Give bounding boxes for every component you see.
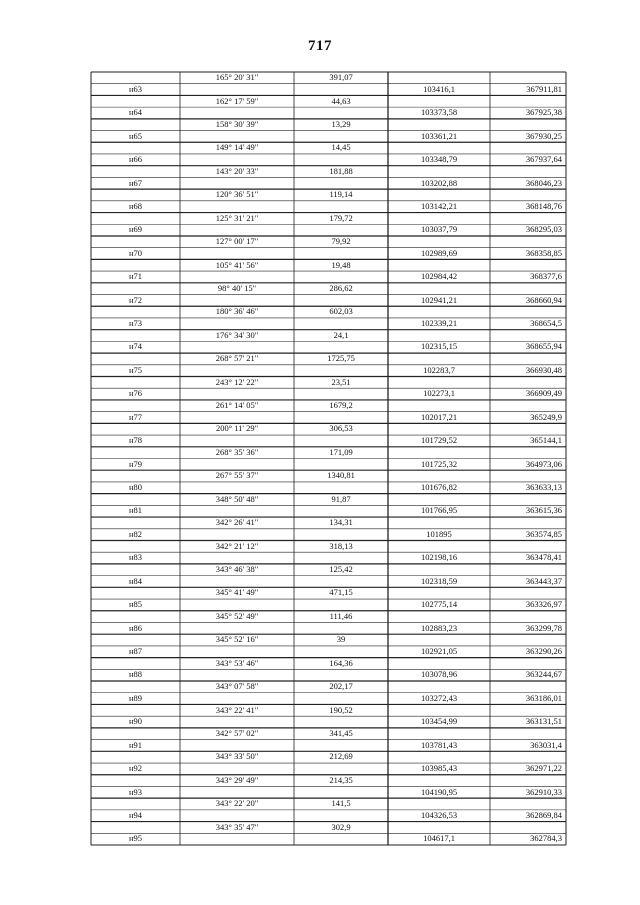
- point-name: н95: [128, 833, 143, 844]
- point-name: н93: [128, 786, 143, 797]
- point-name: н82: [128, 528, 143, 539]
- segment-angle: 343° 33' 50": [215, 751, 259, 762]
- point-y-coordinate: 363443,37: [525, 575, 562, 586]
- segment-distance: 286,62: [329, 282, 353, 293]
- segment-angle: 162° 17' 59": [215, 95, 259, 106]
- segment-distance: 306,53: [329, 423, 353, 434]
- point-y-coordinate: 368654,5: [530, 318, 562, 329]
- segment-distance: 23,51: [331, 376, 351, 387]
- point-name: н84: [128, 575, 143, 586]
- segment-distance: 134,31: [329, 517, 353, 528]
- segment-angle: 125° 31' 21": [215, 212, 259, 223]
- point-name: н68: [128, 200, 143, 211]
- segment-angle: 343° 22' 41": [215, 704, 259, 715]
- point-y-coordinate: 363326,97: [525, 599, 562, 610]
- segment-distance: 79,92: [331, 236, 351, 247]
- point-name: н92: [128, 763, 143, 774]
- segment-angle: 158° 30' 39": [215, 118, 259, 129]
- point-x-coordinate: 103373,58: [420, 107, 458, 118]
- segment-distance: 171,09: [329, 446, 353, 457]
- segment-angle: 176° 34' 30": [215, 329, 259, 340]
- segment-angle: 343° 35' 47": [215, 821, 259, 832]
- point-name: н81: [128, 505, 143, 516]
- segment-distance: 212,69: [329, 751, 353, 762]
- point-y-coordinate: 362869,84: [525, 809, 562, 820]
- coordinates-table: [91, 72, 566, 845]
- point-x-coordinate: 102339,21: [420, 318, 458, 329]
- point-x-coordinate: 102315,15: [420, 341, 458, 352]
- segment-angle: 345° 52' 49": [215, 610, 259, 621]
- point-y-coordinate: 363186,01: [525, 692, 562, 703]
- point-name: н80: [128, 482, 143, 493]
- point-x-coordinate: 103781,43: [420, 739, 458, 750]
- point-name: н75: [128, 364, 143, 375]
- point-x-coordinate: 104190,95: [420, 786, 458, 797]
- point-x-coordinate: 102984,42: [420, 271, 458, 282]
- point-x-coordinate: 103454,99: [420, 716, 458, 727]
- segment-angle: 165° 20' 31": [215, 72, 259, 83]
- point-y-coordinate: 363615,36: [525, 505, 562, 516]
- segment-distance: 14,45: [331, 142, 351, 153]
- segment-angle: 127° 00' 17": [215, 236, 259, 247]
- segment-distance: 141,5: [331, 798, 351, 809]
- segment-angle: 343° 46' 38": [215, 564, 259, 574]
- point-x-coordinate: 102318,59: [420, 575, 458, 586]
- point-y-coordinate: 363131,51: [525, 716, 562, 727]
- segment-distance: 190,52: [329, 704, 353, 715]
- point-y-coordinate: 368295,03: [525, 224, 562, 235]
- point-y-coordinate: 365249,9: [530, 411, 562, 422]
- point-x-coordinate: 103416,1: [423, 83, 455, 94]
- point-y-coordinate: 363574,85: [525, 528, 562, 539]
- point-y-coordinate: 363633,13: [525, 482, 562, 493]
- point-x-coordinate: 102941,21: [420, 294, 458, 305]
- point-name: н76: [128, 388, 143, 399]
- segment-distance: 302,9: [331, 821, 351, 832]
- segment-angle: 345° 52' 16": [215, 634, 259, 645]
- point-y-coordinate: 367937,64: [525, 154, 562, 165]
- segment-distance: 1725,75: [327, 353, 355, 364]
- segment-angle: 120° 36' 51": [215, 189, 259, 200]
- point-x-coordinate: 104326,53: [420, 809, 458, 820]
- point-y-coordinate: 363031,4: [530, 739, 562, 750]
- point-y-coordinate: 368046,23: [525, 177, 562, 188]
- segment-angle: 343° 29' 49": [215, 774, 259, 785]
- point-name: н72: [128, 294, 143, 305]
- segment-angle: 345° 41' 49": [215, 587, 259, 598]
- segment-angle: 200° 11' 29": [215, 423, 259, 434]
- point-y-coordinate: 363299,78: [525, 622, 562, 633]
- point-name: н70: [128, 247, 143, 258]
- point-x-coordinate: 103272,43: [420, 692, 458, 703]
- point-name: н91: [128, 739, 143, 750]
- point-name: н71: [128, 271, 143, 282]
- segment-angle: 343° 07' 58": [215, 681, 259, 692]
- point-name: н85: [128, 599, 143, 610]
- point-y-coordinate: 365144,1: [530, 435, 562, 446]
- segment-distance: 214,35: [329, 774, 353, 785]
- point-x-coordinate: 101725,32: [420, 458, 458, 469]
- point-x-coordinate: 101766,95: [420, 505, 458, 516]
- point-y-coordinate: 368358,85: [525, 247, 562, 258]
- point-y-coordinate: 364973,06: [525, 458, 562, 469]
- point-name: н86: [128, 622, 143, 633]
- segment-distance: 318,13: [329, 540, 353, 551]
- point-y-coordinate: 366909,49: [525, 388, 562, 399]
- segment-angle: 342° 26' 41": [215, 517, 259, 528]
- segment-distance: 111,46: [329, 610, 353, 621]
- segment-angle: 98° 40' 15": [217, 282, 257, 293]
- point-x-coordinate: 102198,16: [420, 552, 458, 563]
- segment-distance: 202,17: [329, 681, 353, 692]
- segment-distance: 39: [336, 634, 346, 645]
- point-name: н83: [128, 552, 143, 563]
- segment-distance: 181,88: [329, 165, 353, 176]
- point-name: н69: [128, 224, 143, 235]
- point-x-coordinate: 103142,21: [420, 200, 458, 211]
- segment-angle: 143° 20' 33": [215, 165, 259, 176]
- point-name: н89: [128, 692, 143, 703]
- point-x-coordinate: 103037,79: [420, 224, 458, 235]
- segment-distance: 164,36: [329, 657, 353, 668]
- point-x-coordinate: 102921,05: [420, 646, 458, 656]
- point-name: н63: [128, 83, 143, 94]
- point-y-coordinate: 368377,6: [530, 271, 562, 282]
- segment-distance: 391,07: [329, 72, 353, 83]
- point-x-coordinate: 103078,96: [420, 669, 458, 680]
- point-y-coordinate: 368660,94: [525, 294, 562, 305]
- segment-distance: 471,15: [329, 587, 353, 598]
- point-y-coordinate: 366930,48: [525, 364, 562, 375]
- point-y-coordinate: 368655,94: [525, 341, 562, 352]
- point-y-coordinate: 362910,33: [525, 786, 562, 797]
- point-x-coordinate: 102017,21: [420, 411, 458, 422]
- segment-distance: 13,29: [331, 118, 351, 129]
- segment-distance: 119,14: [329, 189, 353, 200]
- segment-angle: 180° 36' 46": [215, 306, 259, 317]
- segment-distance: 179,72: [329, 212, 353, 223]
- point-name: н73: [128, 318, 143, 329]
- point-name: н90: [128, 716, 143, 727]
- segment-distance: 1679,2: [329, 400, 353, 411]
- point-x-coordinate: 103361,21: [420, 130, 458, 141]
- segment-angle: 105° 41' 56": [215, 259, 259, 270]
- point-y-coordinate: 367911,81: [526, 83, 562, 94]
- point-name: н74: [128, 341, 143, 352]
- segment-angle: 243° 12' 22": [215, 376, 259, 387]
- point-name: н77: [128, 411, 143, 422]
- point-name: н79: [128, 458, 143, 469]
- segment-angle: 342° 57' 02": [215, 727, 259, 738]
- segment-distance: 19,48: [331, 259, 351, 270]
- point-y-coordinate: 363244,67: [525, 669, 562, 680]
- page-number: 717: [308, 38, 332, 54]
- point-x-coordinate: 102989,69: [420, 247, 458, 258]
- segment-angle: 343° 22' 20": [215, 798, 259, 809]
- point-name: н87: [128, 646, 143, 656]
- point-name: н66: [128, 154, 143, 165]
- segment-angle: 267° 55' 37": [215, 470, 259, 481]
- point-y-coordinate: 368148,76: [525, 200, 562, 211]
- point-name: н65: [128, 130, 143, 141]
- segment-distance: 24,1: [333, 329, 349, 340]
- point-x-coordinate: 101895: [426, 528, 452, 539]
- point-name: н67: [128, 177, 143, 188]
- point-y-coordinate: 362784,3: [530, 833, 562, 844]
- segment-distance: 602,03: [329, 306, 353, 317]
- point-x-coordinate: 101729,52: [420, 435, 458, 446]
- point-x-coordinate: 103202,88: [420, 177, 458, 188]
- segment-distance: 125,42: [329, 564, 353, 574]
- segment-angle: 261° 14' 05": [215, 400, 259, 411]
- point-x-coordinate: 102883,23: [420, 622, 458, 633]
- point-y-coordinate: 363478,41: [525, 552, 562, 563]
- point-x-coordinate: 103348,79: [420, 154, 458, 165]
- point-name: н78: [128, 435, 143, 446]
- segment-angle: 268° 57' 21": [215, 353, 259, 364]
- segment-distance: 44,63: [331, 95, 351, 106]
- segment-angle: 268° 35' 36": [215, 446, 259, 457]
- segment-angle: 342° 21' 12": [215, 540, 259, 551]
- point-name: н88: [128, 669, 143, 680]
- point-y-coordinate: 362971,22: [525, 763, 562, 774]
- segment-distance: 91,87: [331, 493, 351, 504]
- point-x-coordinate: 102775,14: [420, 599, 458, 610]
- segment-angle: 343° 53' 46": [215, 657, 259, 668]
- point-y-coordinate: 367925,38: [525, 107, 562, 118]
- segment-distance: 1340,81: [327, 470, 355, 481]
- point-x-coordinate: 102273,1: [423, 388, 455, 399]
- point-x-coordinate: 104617,1: [423, 833, 455, 844]
- point-y-coordinate: 363290,26: [525, 646, 562, 656]
- point-x-coordinate: 101676,82: [420, 482, 458, 493]
- point-x-coordinate: 102283,7: [423, 364, 455, 375]
- segment-angle: 348° 50' 48": [215, 493, 259, 504]
- point-y-coordinate: 367930,25: [525, 130, 562, 141]
- point-x-coordinate: 103985,43: [420, 763, 458, 774]
- segment-angle: 149° 14' 49": [215, 142, 259, 153]
- point-name: н94: [128, 809, 143, 820]
- segment-distance: 341,45: [329, 727, 353, 738]
- point-name: н64: [128, 107, 143, 118]
